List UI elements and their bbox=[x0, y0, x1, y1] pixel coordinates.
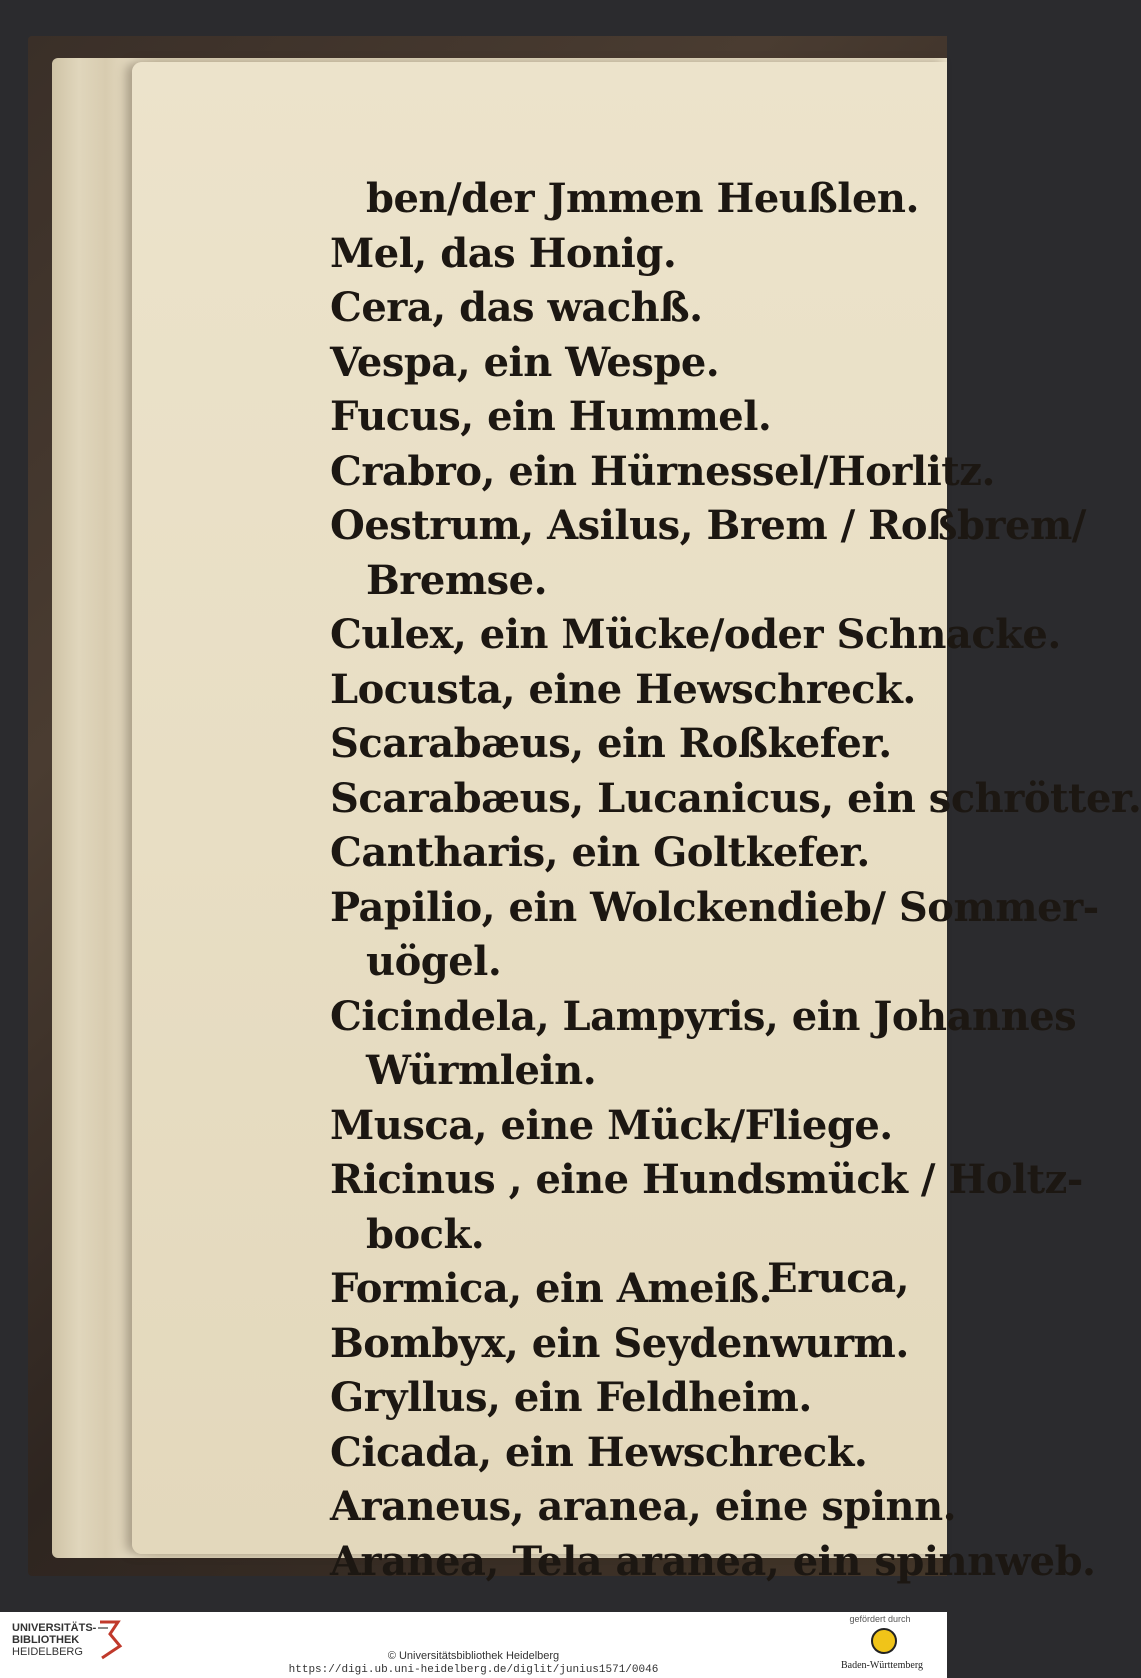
funder-name[interactable]: Baden-Württemberg bbox=[840, 1660, 923, 1671]
text-line: Aranea, Tela aranea, ein spinnweb. bbox=[330, 1537, 1096, 1585]
text-line: Mel, das Honig. bbox=[330, 229, 677, 277]
text-line: Culex, ein Mücke/oder Schnacke. bbox=[330, 611, 1061, 658]
text-line: Musca, eine Mück/Fliege. bbox=[330, 1101, 893, 1149]
text-line: Formica, ein Ameiß. bbox=[330, 1265, 773, 1312]
text-line: Vespa, ein Wespe. bbox=[330, 338, 720, 386]
viewer-footer bbox=[0, 1612, 947, 1678]
text-line: Cera, das wachß. bbox=[330, 284, 703, 331]
text-line: bock. bbox=[366, 1210, 485, 1258]
copyright-notice: © Universitätsbibliothek Heidelberg bbox=[387, 1650, 560, 1662]
text-line: Gryllus, ein Feldheim. bbox=[330, 1374, 812, 1421]
text-line: Oestrum, Asilus, Brem / Roßbrem/ bbox=[330, 502, 1086, 549]
text-line: Cicindela, Lampyris, ein Johannes bbox=[330, 992, 1077, 1040]
text-line: uögel. bbox=[366, 938, 502, 985]
logo-line-3: HEIDELBERG bbox=[12, 1646, 83, 1658]
text-line: Papilio, ein Wolckendieb/ Sommer- bbox=[330, 883, 1099, 931]
text-line: Ricinus , eine Hundsmück / Holtz- bbox=[330, 1156, 1083, 1203]
text-line: Locusta, eine Hewschreck. bbox=[330, 665, 916, 713]
permalink-url[interactable]: https://digi.ub.uni-heidelberg.de/diglit/junius1571/0046 bbox=[288, 1664, 659, 1676]
text-line: Scarabæus, Lucanicus, ein schrötter. bbox=[330, 774, 1141, 822]
text-line: Araneus, aranea, eine spinn. bbox=[330, 1483, 957, 1530]
page-text bbox=[330, 172, 1141, 1589]
logo-line-2: BIBLIOTHEK bbox=[12, 1634, 80, 1646]
text-line: Scarabæus, ein Roßkefer. bbox=[330, 720, 892, 767]
funded-by-label: gefördert durch bbox=[849, 1614, 911, 1624]
text-line: Cantharis, ein Goltkefer. bbox=[330, 829, 870, 876]
logo-line-1: UNIVERSITÄTS- bbox=[12, 1622, 97, 1634]
baden-wuerttemberg-emblem-icon bbox=[871, 1628, 897, 1654]
text-line: Cicada, ein Hewschreck. bbox=[330, 1428, 868, 1476]
catchword: Eruca, bbox=[767, 1255, 909, 1302]
text-line: Würmlein. bbox=[366, 1047, 597, 1094]
text-line: Fucus, ein Hummel. bbox=[330, 393, 772, 440]
text-line: ben/der Jmmen Heußlen. bbox=[366, 175, 919, 222]
text-line: Bombyx, ein Seydenwurm. bbox=[330, 1319, 909, 1367]
text-line: Bremse. bbox=[366, 556, 548, 604]
text-line: Crabro, ein Hürnessel/Horlitz. bbox=[330, 447, 995, 495]
